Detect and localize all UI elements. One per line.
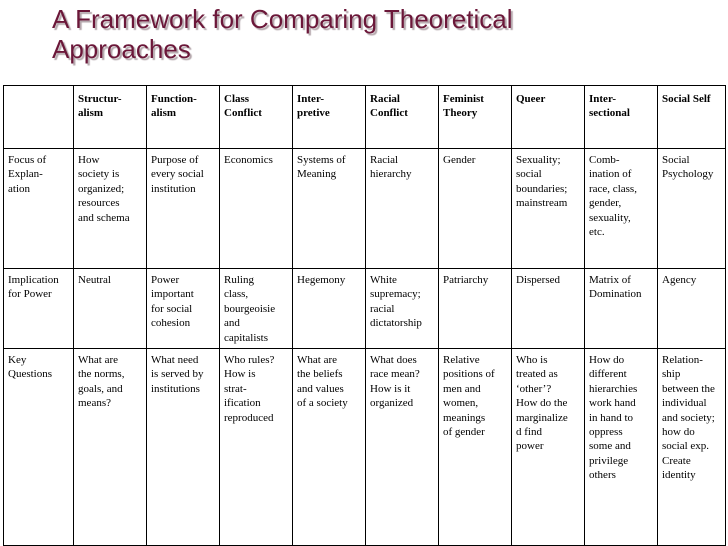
header-feminist-theory: Feminist Theory: [439, 86, 512, 149]
table-cell: Dispersed: [512, 269, 585, 349]
table-cell: Power important for social cohesion: [147, 269, 220, 349]
header-queer: Queer: [512, 86, 585, 149]
table-cell: Who is treated as ‘other’? How do the marginalize d find power: [512, 349, 585, 546]
table-cell: Economics: [220, 149, 293, 269]
slide-title-line-2: Approaches: [52, 34, 191, 64]
table-row: [4, 149, 726, 269]
table-cell: How society is organized; resources and schema: [74, 149, 147, 269]
header-corner: [4, 86, 74, 149]
table-cell: Purpose of every social institution: [147, 149, 220, 269]
table-cell: Relation- ship between the individual and society; how do social exp. Create identity: [658, 349, 726, 546]
row-label-questions: Key Questions: [4, 349, 74, 546]
table-cell: White supremacy; racial dictatorship: [366, 269, 439, 349]
header-social-self: Social Self: [658, 86, 726, 149]
table-cell: Matrix of Domination: [585, 269, 658, 349]
row-label-focus: Focus of Explan- ation: [4, 149, 74, 269]
table-cell: Relative positions of men and women, meanings of gender: [439, 349, 512, 546]
table-cell: What does race mean? How is it organized: [366, 349, 439, 546]
table-cell: Who rules? How is strat- ification reproduced: [220, 349, 293, 546]
slide-title: [52, 4, 672, 64]
table-cell: Agency: [658, 269, 726, 349]
table-row: [4, 349, 726, 546]
comparison-table: [3, 85, 726, 546]
table-cell: Social Psychology: [658, 149, 726, 269]
header-intersectional: Inter- sectional: [585, 86, 658, 149]
table-cell: Sexuality; social boundaries; mainstream: [512, 149, 585, 269]
header-functionalism: Function- alism: [147, 86, 220, 149]
row-label-power: Implication for Power: [4, 269, 74, 349]
header-row: [4, 86, 726, 149]
table-cell: How do different hierarchies work hand in hand to oppress some and privilege others: [585, 349, 658, 546]
table-cell: Racial hierarchy: [366, 149, 439, 269]
table-cell: What are the norms, goals, and means?: [74, 349, 147, 546]
table-cell: Ruling class, bourgeoisie and capitalists: [220, 269, 293, 349]
header-interpretive: Inter- pretive: [293, 86, 366, 149]
table-cell: Patriarchy: [439, 269, 512, 349]
header-class-conflict: Class Conflict: [220, 86, 293, 149]
table-cell: Neutral: [74, 269, 147, 349]
table-cell: What are the beliefs and values of a society: [293, 349, 366, 546]
table-cell: Hegemony: [293, 269, 366, 349]
header-structuralism: Structur- alism: [74, 86, 147, 149]
header-racial-conflict: Racial Conflict: [366, 86, 439, 149]
slide-title-line-1: A Framework for Comparing Theoretical: [52, 4, 513, 34]
table-cell: What need is served by institutions: [147, 349, 220, 546]
table-cell: Comb- ination of race, class, gender, sexuality, etc.: [585, 149, 658, 269]
table-cell: Gender: [439, 149, 512, 269]
table-row: [4, 269, 726, 349]
table-cell: Systems of Meaning: [293, 149, 366, 269]
